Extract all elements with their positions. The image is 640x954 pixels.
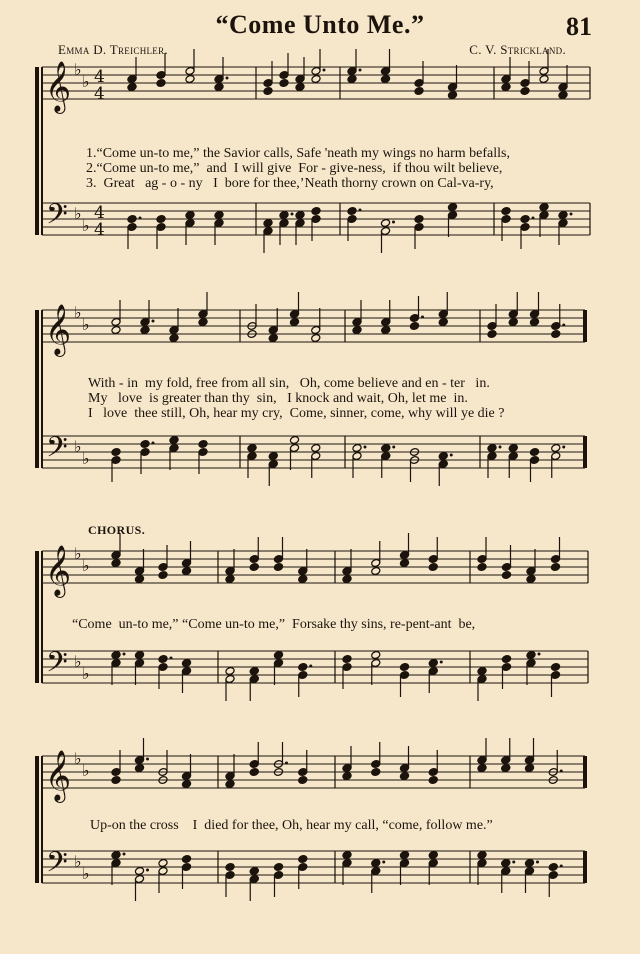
note-head [156,215,166,224]
note-head [447,91,457,100]
note-head [347,75,357,84]
system-bracket [35,756,39,883]
system-bracket [35,310,39,468]
note-head [438,452,448,461]
note-head [487,330,497,339]
note-head [477,851,487,860]
note-head [169,334,179,343]
treble-clef-icon: 𝄞 [45,61,72,112]
note-head [225,575,235,584]
dot [440,661,443,664]
note-head [487,444,497,453]
note-head [524,859,534,868]
note-head [508,444,518,453]
bass-clef-icon: 𝄢 [46,198,68,238]
note-head [198,440,208,449]
dot [570,213,573,216]
note-head [263,87,273,96]
note-head [414,87,424,96]
note-head [520,87,530,96]
dot [421,316,424,319]
dot [146,869,149,872]
lyric-chorus-line-2: Up-on the cross I died for thee, Oh, hear my call, “come, follow me.” [90,818,493,833]
note-head [111,559,121,568]
dot [359,209,362,212]
note-head [273,651,283,660]
note-head [158,571,168,580]
note-head [371,651,381,660]
note-head [298,663,308,672]
dot [152,320,155,323]
note-head [295,83,305,92]
flat-icon: ♭ [82,761,90,780]
note-head [529,318,539,327]
note-head [380,219,390,228]
note-head [558,211,568,220]
dot [364,446,367,449]
dot [562,446,565,449]
note-head [501,859,511,868]
note-head [342,851,352,860]
note-head [181,855,191,864]
dot [536,861,539,864]
note-head [249,867,259,876]
dot [152,442,155,445]
note-head [111,851,121,860]
lyric-chorus-line-1: “Come un-to me,” “Come un-to me,” Forsake thy sins, re-pent-ant be, [72,617,476,632]
note-head [273,863,283,872]
note-head [352,444,362,453]
dot [291,213,294,216]
bass-clef-icon: 𝄢 [46,646,68,686]
note-head [263,219,273,228]
note-head [501,207,511,216]
note-head [279,211,289,220]
dot [532,217,535,220]
note-head [181,567,191,576]
note-head [342,655,352,664]
dot [139,217,142,220]
flat-icon: ♭ [82,449,90,468]
note-head [371,567,381,576]
note-head [428,776,438,785]
bass-clef-icon: 𝄢 [46,846,68,886]
composer-credit: C. V. Strickland. [469,42,566,57]
note-head [428,563,438,572]
note-head [214,211,224,220]
note-head [447,203,457,212]
dot [382,861,385,864]
dot [562,324,565,327]
note-head [477,563,487,572]
note-head [185,75,195,84]
note-head [198,318,208,327]
note-head [399,663,409,672]
note-head [298,855,308,864]
note-head [225,863,235,872]
treble-clef-icon: 𝄞 [45,545,72,596]
dot [392,221,395,224]
note-head [342,575,352,584]
lyric-verse-3-line-2: I love thee still, Oh, hear my cry, Come, sinner, come, why will ye die ? [88,406,505,421]
note-head [273,563,283,572]
note-head [311,444,321,453]
note-head [524,764,534,773]
chorus-label: CHORUS. [88,523,146,537]
note-head [249,563,259,572]
note-head [501,83,511,92]
flat-icon: ♭ [74,749,82,768]
note-head [399,559,409,568]
note-head [169,436,179,445]
note-head [311,207,321,216]
treble-clef-icon: 𝄞 [45,750,72,801]
dot [309,665,312,668]
note-head [381,326,391,335]
note-head [539,75,549,84]
dot [450,454,453,457]
lyric-verse-2-line-1: 2.“Come un-to me,” and I will give For - give-ness, if thou wilt believe, [86,161,503,176]
note-head [501,655,511,664]
note-head [134,651,144,660]
dot [285,762,288,765]
note-head [414,215,424,224]
time-signature-top: 4 [94,203,105,223]
note-head [342,772,352,781]
author-credit: Emma D. Treichler. [58,42,168,57]
note-head [289,318,299,327]
note-head [347,207,357,216]
note-head [111,651,121,660]
time-signature-bottom: 4 [94,220,105,240]
note-head [158,655,168,664]
dot [560,770,563,773]
note-head [134,867,144,876]
flat-icon: ♭ [74,303,82,322]
flat-icon: ♭ [74,544,82,563]
note-head [526,575,536,584]
note-head [225,780,235,789]
dot [323,69,326,72]
note-head [548,863,558,872]
note-head [185,211,195,220]
flat-icon: ♭ [74,652,82,671]
note-head [409,322,419,331]
flat-icon: ♭ [74,204,82,223]
note-head [134,764,144,773]
flat-icon: ♭ [74,437,82,456]
note-head [111,326,121,335]
flat-icon: ♭ [82,864,90,883]
dot [146,758,149,761]
note-head [438,318,448,327]
note-head [181,659,191,668]
note-head [127,83,137,92]
note-head [529,448,539,457]
note-head [477,764,487,773]
note-head [550,563,560,572]
dot [123,853,126,856]
note-head [279,79,289,88]
note-head [311,334,321,343]
note-head [134,575,144,584]
note-head [508,318,518,327]
dot [170,657,173,660]
note-head [551,444,561,453]
note-head [477,667,487,676]
note-head [526,651,536,660]
time-signature-bottom: 4 [94,84,105,104]
note-head [295,211,305,220]
note-head [428,851,438,860]
note-head [399,851,409,860]
note-head [156,79,166,88]
hymn-title: “Come Unto Me.” [215,10,425,39]
note-head [181,780,191,789]
note-head [539,203,549,212]
note-head [298,575,308,584]
lyric-verse-2-line-2: My love is greater than thy sin, I knock and wait, Oh, let me in. [88,391,468,406]
flat-icon: ♭ [82,556,90,575]
dot [512,861,515,864]
note-head [214,83,224,92]
note-head [381,444,391,453]
note-head [551,330,561,339]
note-head [158,859,168,868]
note-head [268,334,278,343]
note-head [501,764,511,773]
note-head [140,326,150,335]
note-head [268,452,278,461]
note-head [289,436,299,445]
note-head [352,326,362,335]
dot [123,653,126,656]
note-head [249,768,259,777]
lyric-verse-1-line-1: 1.“Come un-to me,” the Savior calls, Safe 'neath my wings no harm befalls, [86,146,510,161]
treble-clef-icon: 𝄞 [45,304,72,355]
bass-clef-icon: 𝄢 [46,431,68,471]
dot [560,865,563,868]
dot [538,653,541,656]
page-number: 81 [566,12,592,41]
dot [392,446,395,449]
time-signature-top: 4 [94,67,105,87]
note-head [247,444,257,453]
flat-icon: ♭ [82,72,90,91]
flat-icon: ♭ [82,216,90,235]
note-head [225,667,235,676]
note-head [520,215,530,224]
flat-icon: ♭ [74,60,82,79]
note-head [550,663,560,672]
system-bracket [35,67,39,235]
note-head [501,571,511,580]
dot [359,69,362,72]
note-head [558,91,568,100]
dot [499,446,502,449]
note-head [111,776,121,785]
note-head [127,215,137,224]
flat-icon: ♭ [74,852,82,871]
flat-icon: ♭ [82,664,90,683]
flat-icon: ♭ [82,315,90,334]
note-head [298,776,308,785]
lyric-verse-1-line-2: With - in my fold, free from all sin, Oh, come believe and en - ter in. [88,376,490,391]
note-head [428,659,438,668]
system-bracket [35,551,39,683]
lyric-verse-3-line-1: 3. Great ag - o - ny I bore for thee,’Neath thorny crown on Cal-va-ry, [86,176,494,191]
note-head [371,859,381,868]
note-head [380,75,390,84]
note-head [399,772,409,781]
dot [226,77,229,80]
note-head [111,448,121,457]
note-head [140,440,150,449]
note-head [311,75,321,84]
note-head [371,768,381,777]
note-head [249,667,259,676]
